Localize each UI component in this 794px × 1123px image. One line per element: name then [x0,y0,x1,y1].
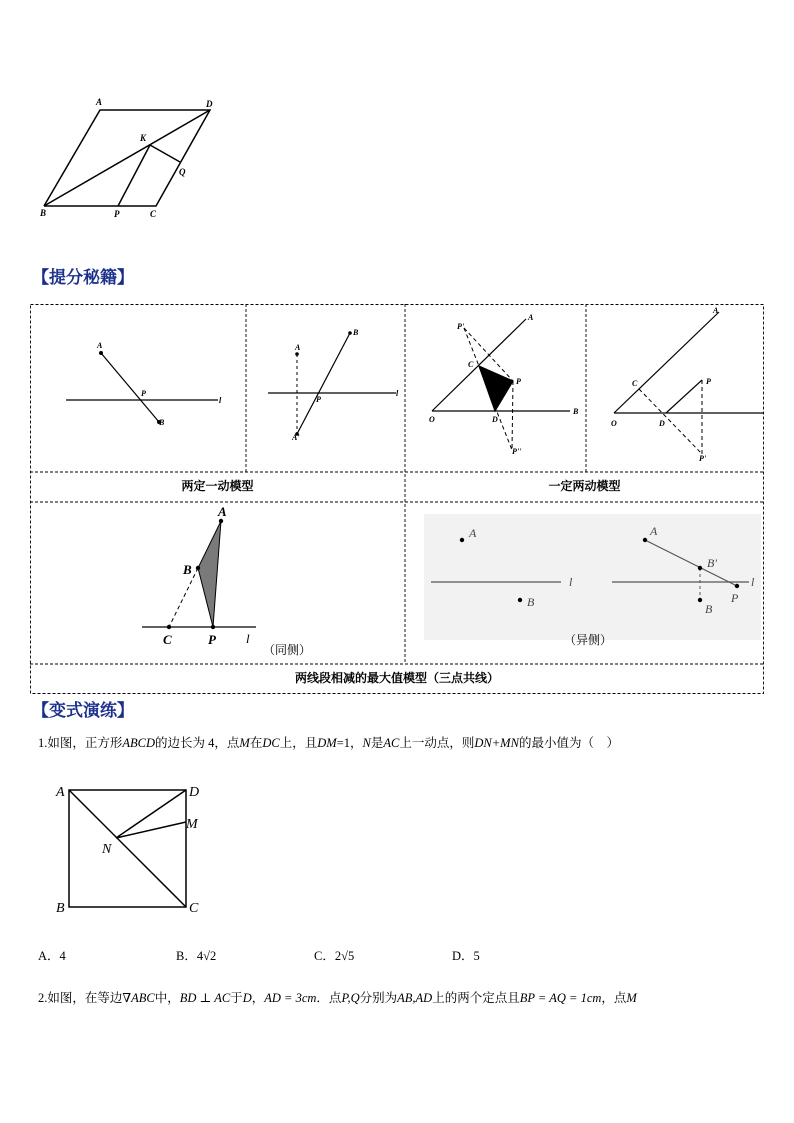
label-P: P [141,389,146,398]
caption-two-fixed-one-moving: 两定一动模型 [181,479,254,493]
label-l: l [219,396,222,405]
parallelogram-figure [34,94,224,224]
caption-one-fixed-two-moving: 一定两动模型 [548,479,621,493]
label-C: C [150,209,157,219]
label-K: K [140,133,147,143]
label-l: l [246,631,250,646]
label-C: C [189,901,199,916]
label-C: C [632,379,638,388]
label-A: A [528,313,534,322]
label-A: A [218,504,227,519]
label-C: C [163,632,172,647]
section-title-tips: 【提分秘籍】 [32,268,134,288]
label-P: P [114,209,120,219]
label-B: B [353,328,359,337]
model-cell-1 [30,304,246,472]
label-P: P [731,591,739,605]
label-l: l [396,389,399,398]
label-A: A [56,785,65,800]
label-B-prime: B' [707,556,717,570]
label-P-double-prime: P'' [512,447,522,456]
caption-max-difference-model: 两线段相减的最大值模型（三点共线） [294,671,499,685]
model-cell-4 [587,304,764,472]
model-cell-3 [406,304,586,472]
label-A: A [96,97,103,107]
label-D: D [492,415,498,424]
label-A-prime: A' [292,433,300,442]
label-B-2: B [705,602,713,616]
label-P-prime: P' [699,454,707,463]
question-1-text: 1.如图，正方形ABCD的边长为 4，点M在DC上，且DM=1，N是AC上一动点，则DN+MN的最小值为（ ） [38,736,619,750]
label-A: A [97,341,103,350]
label-P: P [706,377,711,386]
label-P: P [208,632,216,647]
label-B: B [183,562,192,577]
square-figure [50,778,220,918]
choice-a[interactable]: A．4 [38,949,66,963]
label-B: B [573,407,579,416]
label-O: O [611,419,617,428]
models-table [30,304,764,694]
label-l: l [569,575,573,589]
label-A: A [469,526,477,540]
label-B: B [40,208,47,218]
label-N: N [102,842,112,857]
label-D: D [189,785,200,800]
opposite-side-label: （异侧） [564,633,613,647]
label-P: P [316,395,321,404]
label-P-prime: P' [457,322,465,331]
section-title-practice: 【变式演练】 [32,701,134,721]
label-B: B [159,418,165,427]
question-2-text: 2.如图，在等边∇ABC中，BD ⊥ AC于D，AD = 3cm．点P,Q分别为AB,AD上的两个定点且BP = AQ = 1cm，点M [38,991,637,1005]
label-O: O [429,415,435,424]
label-A: A [713,306,719,315]
label-B: B [527,595,535,609]
label-B: B [56,901,65,916]
choice-c[interactable]: C．2√5 [314,949,355,963]
label-A-2: A [650,524,658,538]
label-l-2: l [751,575,755,589]
label-D: D [659,419,665,428]
label-Q: Q [179,167,186,177]
model-cell-5 [30,502,405,664]
choice-b[interactable]: B．4√2 [176,949,217,963]
label-A: A [295,343,301,352]
model-cell-2 [246,304,406,472]
label-D: D [206,99,213,109]
choice-d[interactable]: D．5 [452,949,480,963]
label-P: P [516,377,521,386]
same-side-label: （同侧） [263,643,312,657]
label-C: C [468,360,474,369]
label-M: M [186,817,198,832]
